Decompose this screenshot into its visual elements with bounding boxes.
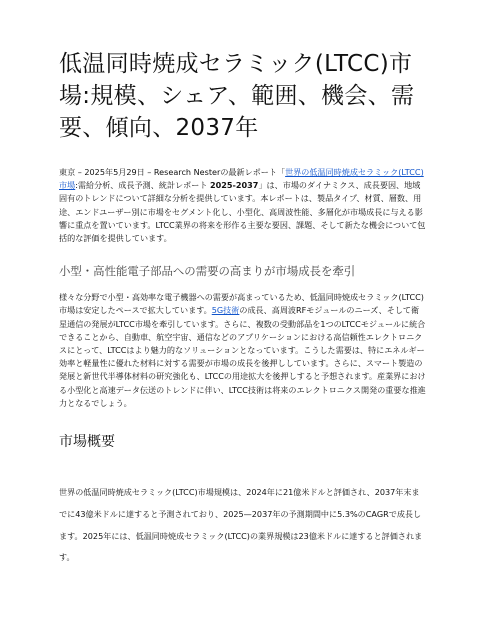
intro-years: 2025-2037 [210, 180, 259, 191]
growth-prefix: 様々な分野で小型・高効率な電子機器への需要が高まっているため、低温同時焼成セラミック(LTCC)市場は安定したペースで拡大しています。 [59, 292, 424, 316]
intro-rest: 」は、市場のダイナミクス、成長要因、地域固有のトレンドについて詳細な分析を提供しています。本レポートは、製品タイプ、材質、層数、用途、エンドユーザー別に市場をセグメント化し、小型化、高周波性能、多層化が市場成長に与える影響に重点を置いています。LTCC業界の将来を形作る主要な要因、課題、そして新たな機会について包括的な評価を提供しています。 [59, 180, 426, 244]
overview-paragraph: 世界の低温同時焼成セラミック(LTCC)市場規模は、2024年に21億米ドルと評価され、2037年末までに43億米ドルに達すると予測されており、2025—2037年の予測期間中に5.3%のCAGRで成長します。2025年には、低温同時焼成セラミック(LTCC)の業界規模は23億米ドルに達すると評価されます。 [59, 487, 423, 563]
growth-rest: の成長、高周波RFモジュールのニーズ、そして衛星通信の発展がLTCC市場を牽引しています。さらに、複数の受動部品を1つのLTCCモジュールに統合できることから、自動車、航空宇宙、通信などのアプリケーションにおける高信頼性エレクトロニクスにとって、LTCCはより魅力的なソリューションとなっています。こうした需要は、特にエネルギー効率と軽量性に優れた材料に対する需要が市場の成長を後押ししています。さらに、スマート製造の発展と新世代半導体材料の研究強化も、LTCCの用途拡大を後押しすると予想されます。産業界における小型化と高速データ伝送のトレンドに伴い、LTCC技術は将来のエレクトロニクス開発の重要な推進力となるでしょう。 [59, 305, 426, 408]
section-heading-overview: 市場概要 [59, 434, 115, 451]
document-title: 低温同時焼成セラミック(LTCC)市場:規模、シェア、範囲、機会、需要、傾向、2037年 [59, 51, 415, 141]
growth-paragraph [59, 291, 426, 410]
intro-prefix: 東京 – 2025年5月29日 – Research Nesterの最新レポート「 [59, 167, 286, 177]
5g-link[interactable]: 5G技術 [211, 305, 240, 316]
section-heading-growth: 小型・高性能電子部品への需要の高まりが市場成長を牽引 [59, 264, 356, 279]
report-link[interactable]: 世界の低温同時焼成セラミック(LTCC)市場 [59, 167, 424, 191]
intro-paragraph [59, 166, 426, 245]
intro-mid: :需給分析、成長予測、統計レポート [75, 180, 211, 191]
